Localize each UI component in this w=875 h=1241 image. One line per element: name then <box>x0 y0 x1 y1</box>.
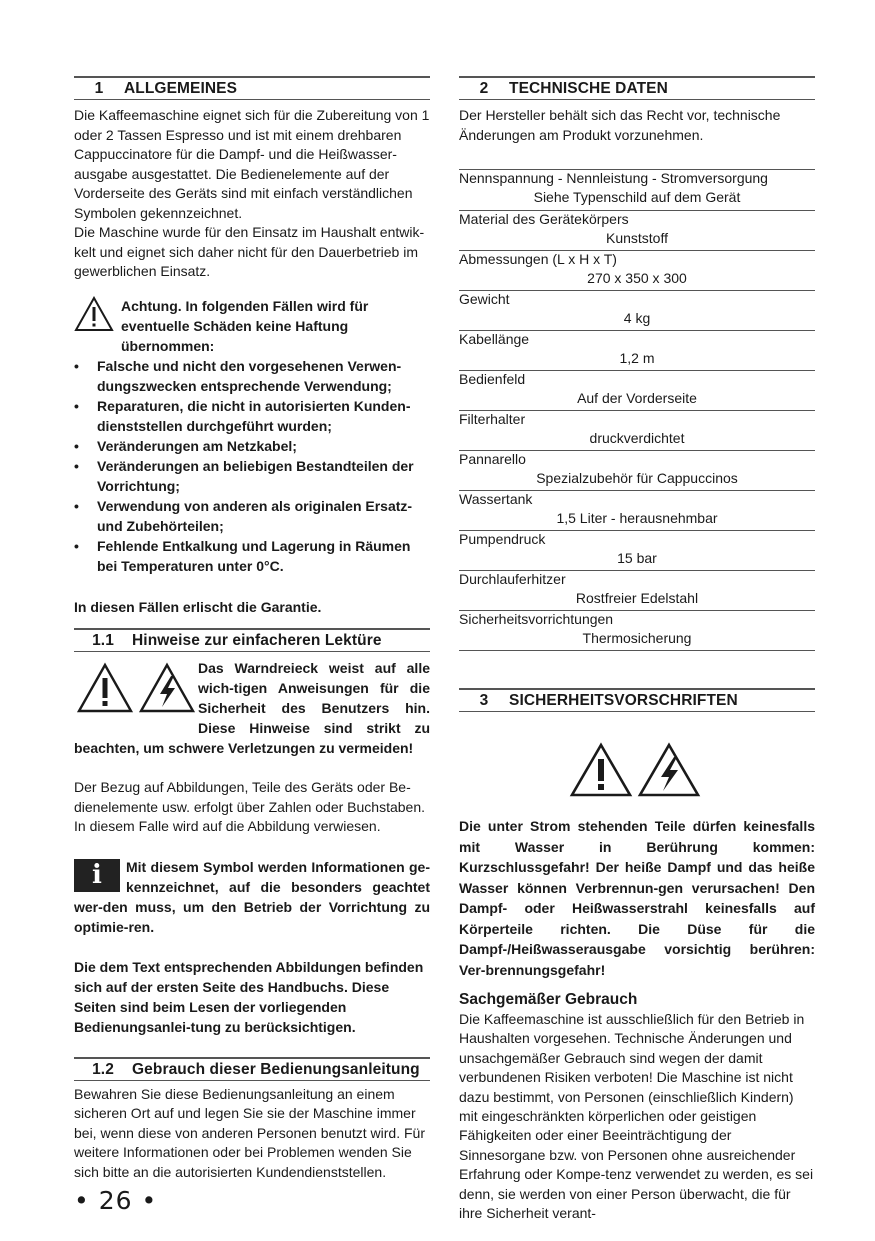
info-block <box>74 857 430 937</box>
spec-label: Nennspannung - Nennleistung - Stromversorgung <box>459 170 768 186</box>
list-item: • Falsche und nicht den vorgesehenen Verwen-dungszwecken entsprechende Verwendung; <box>74 356 430 396</box>
safety-icons <box>459 712 815 812</box>
table-row <box>459 570 815 610</box>
table-row <box>459 250 815 290</box>
list-item: • Veränderungen an beliebigen Bestandteilen der Vorrichtung; <box>74 456 430 496</box>
spec-value: 270 x 350 x 300 <box>587 270 687 286</box>
warning-symbol-explanation: Das Warndreieck weist auf alle wich-tigen Anweisungen für die Sicherheit des Benutzers hin. Diese Hinweise sind strikt zu beachten, um schwere Verletzungen zu vermeiden! <box>74 660 430 756</box>
section-number: 3 <box>479 692 489 709</box>
spec-value: 4 kg <box>623 310 651 326</box>
table-row <box>459 290 815 330</box>
section-1-header <box>74 76 430 100</box>
spec-label: Filterhalter <box>459 411 526 427</box>
section-1-2-header <box>74 1057 430 1081</box>
spec-value: Rostfreier Edelstahl <box>575 590 699 606</box>
section-title: ALLGEMEINES <box>124 80 238 97</box>
spec-label: Durchlauferhitzer <box>459 571 566 587</box>
spec-label: Pumpendruck <box>459 531 546 547</box>
spec-value: Thermosicherung <box>582 630 692 646</box>
section-number: 1 <box>94 80 104 97</box>
table-row <box>459 410 815 450</box>
spec-value: 15 bar <box>617 550 657 566</box>
spec-value: 1,2 m <box>619 350 655 366</box>
electric-hazard-icon <box>138 662 196 714</box>
section-title: Hinweise zur einfacheren Lektüre <box>132 632 382 649</box>
table-row <box>459 450 815 490</box>
intro-paragraph: Die Kaffeemaschine eignet sich für die Zubereitung von 1 oder 2 Tassen Espresso und ist mit einem drehbaren Cappuccinatore für die Dampf- und die Heißwasser-ausgabe ausgestattet. Die Bedienelemente auf der Vorderseite des Geräts sind mit einfach verständlichen Symbolen gekennzeichnet. <box>74 107 430 221</box>
reference-paragraph: Der Bezug auf Abbildungen, Teile des Geräts oder Be-dienelemente usw. erfolgt über Zahlen oder Buchstaben. In diesem Falle wird auf die Abbildung verwiesen. <box>74 779 426 834</box>
warning-triangle-icon <box>76 662 134 714</box>
warning-icons <box>74 658 198 720</box>
section-2-header <box>459 76 815 100</box>
section-3-header <box>459 688 815 712</box>
liability-list <box>74 356 430 576</box>
list-item: • Reparaturen, die nicht in autorisierten Kunden-dienststellen durchgeführt wurden; <box>74 396 430 436</box>
section-number: 1.1 <box>92 632 114 649</box>
table-row <box>459 210 815 250</box>
section-1-1-header <box>74 628 430 652</box>
spec-value: druckverdichtet <box>589 430 685 446</box>
section-title: Gebrauch dieser Bedienungsanleitung <box>132 1060 420 1078</box>
list-item: • Veränderungen am Netzkabel; <box>74 436 430 456</box>
warning-triangle-icon <box>74 296 114 332</box>
page-number: • 26 • <box>74 1186 158 1215</box>
spec-label: Wassertank <box>459 491 533 507</box>
right-column <box>459 76 815 1223</box>
warning-symbols-block <box>74 658 430 758</box>
spec-label: Gewicht <box>459 291 510 307</box>
table-row <box>459 169 815 210</box>
section-number: 1.2 <box>92 1060 114 1078</box>
table-row <box>459 370 815 410</box>
table-row <box>459 610 815 651</box>
spec-label: Bedienfeld <box>459 371 526 387</box>
table-row <box>459 330 815 370</box>
warning-intro: Achtung. In folgenden Fällen wird für eventuelle Schäden keine Haftung übernommen: <box>121 297 369 354</box>
info-icon: i <box>74 859 120 892</box>
list-item: • Fehlende Entkalkung und Lagerung in Räumen bei Temperaturen unter 0°C. <box>74 536 430 576</box>
proper-use-paragraph: Die Kaffeemaschine ist ausschließlich für den Betrieb in Haushalten vorgesehen. Technische Änderungen und unsachgemäßer Gebrauch sind wegen der damit verbundenen Risiken verboten! Die Maschine ist nicht dazu bestimmt, von Personen (einschließlich Kindern) mit eingeschränkten körperlichen oder geistigen Fähigkeiten oder einer Beeinträchtigung der Sinnesorgane bzw. von Personen ohne ausreichender Erfahrung oder Kompe-tenz verwendet zu werden, es sei denn, sie werden von einer Person überwacht, die für ihre Sicherheit verant- <box>459 1011 814 1222</box>
spec-label: Material des Gerätekörpers <box>459 211 629 227</box>
warning-triangle-icon <box>569 742 633 798</box>
household-paragraph: Die Maschine wurde für den Einsatz im Haushalt entwik-kelt und eignet sich daher nicht für den Dauerbetrieb im gewerblichen Einsatz. <box>74 224 425 279</box>
spec-value: 1,5 Liter - herausnehmbar <box>556 510 718 526</box>
list-item: • Verwendung von anderen als originalen Ersatz-und Zubehörteilen; <box>74 496 430 536</box>
spec-label: Sicherheitsvorrichtungen <box>459 611 614 627</box>
electric-hazard-icon <box>637 742 701 798</box>
specs-intro: Der Hersteller behält sich das Recht vor, technische Änderungen am Produkt vorzunehmen. <box>459 107 781 143</box>
spec-label: Abmessungen (L x H x T) <box>459 251 617 267</box>
figures-note: Die dem Text entsprechenden Abbildungen befinden sich auf der ersten Seite des Handbuchs. Diese Seiten sind beim Lesen der vorliegenden Bedienungsanlei-tung zu berücksichtigen. <box>74 958 424 1035</box>
section-number: 2 <box>479 80 489 97</box>
spec-label: Kabellänge <box>459 331 530 347</box>
section-title: TECHNISCHE DATEN <box>509 80 668 97</box>
spec-value: Siehe Typenschild auf dem Gerät <box>533 189 741 205</box>
electric-safety-warning: Die unter Strom stehenden Teile dürfen keinesfalls mit Wasser in Berührung kommen: Kurzschlussgefahr! Der heiße Dampf und das heiße Wasser können Verbrennun-gen verursachen! Den Dampf- oder Heißwasserstrahl keinesfalls auf Körperteile richten. Die Düse für die Dampf-/Heißwasserausgabe vorsichtig berühren: Ver-brennungsgefahr! <box>459 818 815 978</box>
info-symbol-explanation: Mit diesem Symbol werden Informationen ge-kennzeichnet, auf die besonders geachtet wer-den muss, um den Betrieb der Vorrichtung zu optimie-ren. <box>74 858 430 935</box>
liability-warning <box>74 296 430 356</box>
left-column <box>74 76 430 1182</box>
section-title: SICHERHEITSVORSCHRIFTEN <box>509 692 738 709</box>
table-row <box>459 530 815 570</box>
proper-use-heading: Sachgemäßer Gebrauch <box>459 991 638 1008</box>
manual-usage-paragraph: Bewahren Sie diese Bedienungsanleitung an einem sicheren Ort auf und legen Sie sie der Maschine immer bei, wenn diese von anderen Personen benutzt wird. Für weitere Informationen oder bei Problemen wenden Sie sich bitte an die autorisierten Kundendienststellen. <box>74 1085 425 1180</box>
spec-value: Spezialzubehör für Cappuccinos <box>536 470 738 486</box>
spec-label: Pannarello <box>459 451 526 467</box>
guarantee-note: In diesen Fällen erlischt die Garantie. <box>74 598 322 615</box>
spec-value: Kunststoff <box>605 230 668 246</box>
spec-table <box>459 169 815 651</box>
table-row <box>459 490 815 530</box>
spec-value: Auf der Vorderseite <box>577 390 697 406</box>
